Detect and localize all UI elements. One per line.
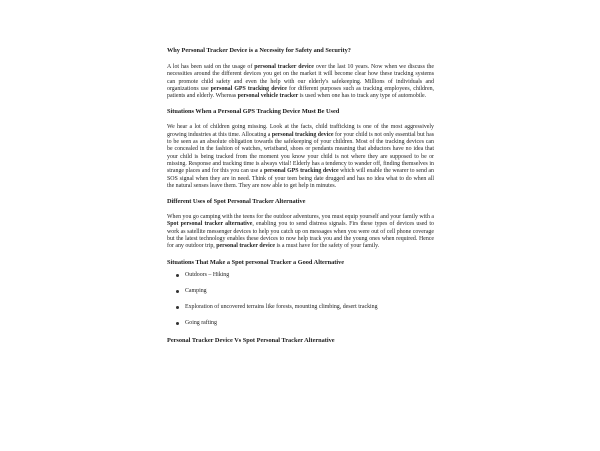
bold-phrase: personal tracker device xyxy=(254,64,314,70)
list-item-text: Exploration of uncovered terrains like forests, mounting climbing, desert tracking xyxy=(185,303,378,310)
bold-phrase: personal tracking device xyxy=(271,131,334,138)
list-item xyxy=(176,320,434,327)
list-item xyxy=(176,304,434,311)
list-item-text: Going rafting xyxy=(185,319,217,326)
bullet-icon xyxy=(176,274,179,277)
list-item-text: Outdoors – Hiking xyxy=(185,271,230,278)
document-content xyxy=(167,47,434,345)
situations-paragraph xyxy=(167,124,434,190)
section-heading-situations: Situations When a Personal GPS Tracking Device Must Be Used xyxy=(167,108,340,116)
text-run: which will enable the wearer to send an SOS signal when they are in need. Think of your teen being date drugged and has no idea what to do when all the natural senses leave them. They are now able to get help in minutes. xyxy=(167,168,434,189)
bold-phrase: personal GPS tracking device xyxy=(210,85,287,92)
bold-phrase: personal tracker device xyxy=(216,243,276,250)
text-run: is used when one has to track any type of automobile. xyxy=(298,93,427,100)
bold-phrase: Spot personal tracker alternative xyxy=(167,221,253,228)
list-item-text: Camping xyxy=(185,287,207,294)
section-heading-comparison: Personal Tracker Device Vs Spot Personal Tracker Alternative xyxy=(167,336,335,344)
text-run: is a must have for the safety of your family. xyxy=(275,243,380,250)
text-run: A lot has been said on the usage of xyxy=(167,64,255,70)
intro-paragraph xyxy=(167,64,434,100)
text-run: for different purposes such as tracking employees, children, patients and elderly. Whereas xyxy=(167,85,434,100)
good-alternative-list xyxy=(167,272,434,327)
bullet-icon xyxy=(176,322,179,325)
uses-paragraph xyxy=(167,214,434,250)
text-run: When you go camping with the teens for the outdoor adventures, you must equip yourself and your family with a xyxy=(167,214,434,221)
bullet-icon xyxy=(176,306,179,309)
bold-phrase: personal GPS tracking device xyxy=(263,168,339,175)
bold-phrase: personal vehicle tracker xyxy=(237,93,299,100)
document-title: Why Personal Tracker Device is a Necessity for Safety and Security? xyxy=(167,47,351,54)
section-heading-uses: Different Uses of Spot Personal Tracker Alternative xyxy=(167,198,306,206)
list-item xyxy=(176,272,434,279)
text-run: for your child is not only essential but has to be seen as an absolute obligation towards the safekeeping of your children. Most of the tracking devices can be concealed in the fashion of watches, wristband, shoes or pendants meaning that abductors have no idea that your child is being tracked from the moment you know your child is not where they are supposed to be or missing. Response and tracking time is always vital! Elderly has a tendency to wander off, finding themselves in strange places and for this you can use a xyxy=(167,131,434,175)
section-heading-good-alternative: Situations That Make a Spot personal Tracker a Good Alternative xyxy=(167,258,345,266)
bullet-icon xyxy=(176,290,179,293)
text-run: over the last 10 years. Now when we discuss the necessities around the different devices you get on the market it will become clear how these tracking systems can promote child safety and even the help with our elderly's safekeeping. Millions of individuals and organizations use xyxy=(167,64,434,92)
text-run: We hear a lot of children going missing. Look at the facts, child trafficking is one of the most aggressively growing industries at this time. Allocating a xyxy=(167,124,434,138)
text-run: , enabling you to send distress signals. Firs these types of devices used to work as satellite messenger devices to help you catch up on messages when you were out of cell phone coverage but the latest technology enables these devices to now help track you and the young ones when required. Hence for any outdoor trip, xyxy=(167,221,435,250)
list-item xyxy=(176,288,434,295)
